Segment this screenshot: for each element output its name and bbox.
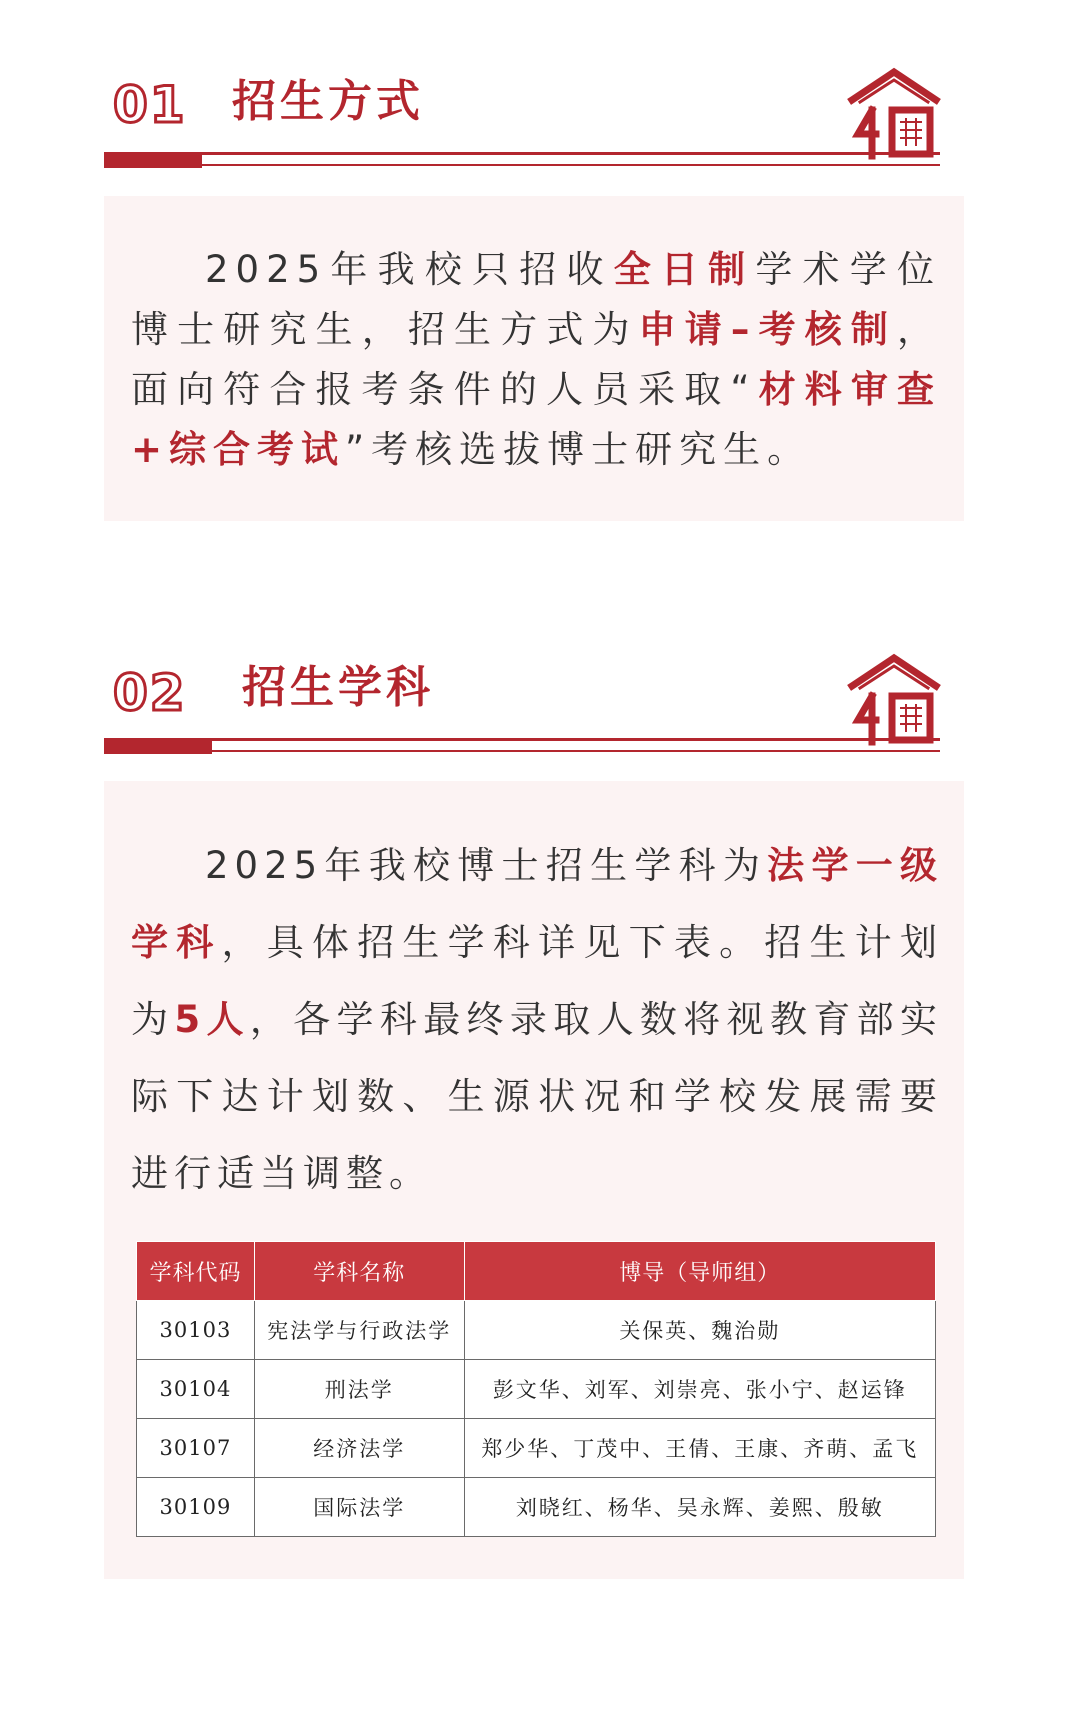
anniversary-logo-icon [846,652,942,748]
cell-code: 30103 [137,1301,255,1360]
section-paragraph [131,827,943,1212]
paragraph-text: ”考核选拔博士研究生。 [345,428,812,471]
paragraph-text: ，各学科最终录取人数将视教育部实际下达计划数、生源状况和学校发展需要进行适当调整。 [131,998,944,1195]
column-header-code: 学科代码 [137,1242,255,1301]
cell-supervisors: 关保英、魏治勋 [464,1301,935,1360]
section-number: 01 [113,76,187,134]
cell-supervisors: 郑少华、丁茂中、王倩、王康、齐萌、孟飞 [464,1419,935,1478]
section-rule [104,738,940,741]
paragraph-highlight: 申请–考核制 [638,308,898,351]
table-header-row [137,1242,936,1301]
cell-name: 国际法学 [254,1478,464,1537]
paragraph-text: ，具体招生学科详见下表。招生计划为 [131,921,944,1041]
section-title: 招生学科 [242,662,434,713]
section-rule-under [212,750,940,752]
column-header-supervisors: 博导（导师组） [464,1242,935,1301]
table-row [137,1301,936,1360]
cell-name: 刑法学 [254,1360,464,1419]
section-title: 招生方式 [232,76,424,127]
column-header-name: 学科名称 [254,1242,464,1301]
subjects-table [136,1241,936,1537]
cell-supervisors: 刘晓红、杨华、吴永辉、姜熙、殷敏 [464,1478,935,1537]
paragraph-text: ，面向符合报考条件的人员采取“ [131,308,942,411]
cell-code: 30107 [137,1419,255,1478]
paragraph-text: 2025年我校只招收 [205,248,614,291]
paragraph-highlight: 材料审查+综合考试 [131,368,942,471]
cell-supervisors: 彭文华、刘军、刘崇亮、张小宁、赵运锋 [464,1360,935,1419]
table-row [137,1478,936,1537]
cell-code: 30109 [137,1478,255,1537]
cell-name: 宪法学与行政法学 [254,1301,464,1360]
section-rule-under [202,164,940,166]
cell-name: 经济法学 [254,1419,464,1478]
table-row [137,1419,936,1478]
paragraph-text: 学术学位博士研究生，招生方式为 [131,248,941,351]
table-row [137,1360,936,1419]
section-rule-accent [104,155,202,168]
cell-code: 30104 [137,1360,255,1419]
section-number: 02 [113,664,187,722]
section-paragraph [131,240,941,480]
paragraph-highlight: 5人 [174,998,250,1041]
paragraph-highlight: 全日制 [613,248,756,291]
anniversary-logo-icon [846,66,942,162]
section-rule-accent [104,741,212,754]
paragraph-highlight: 法学一级学科 [131,844,943,964]
paragraph-text: 2025年我校博士招生学科为 [205,844,768,887]
section-rule [104,152,940,155]
